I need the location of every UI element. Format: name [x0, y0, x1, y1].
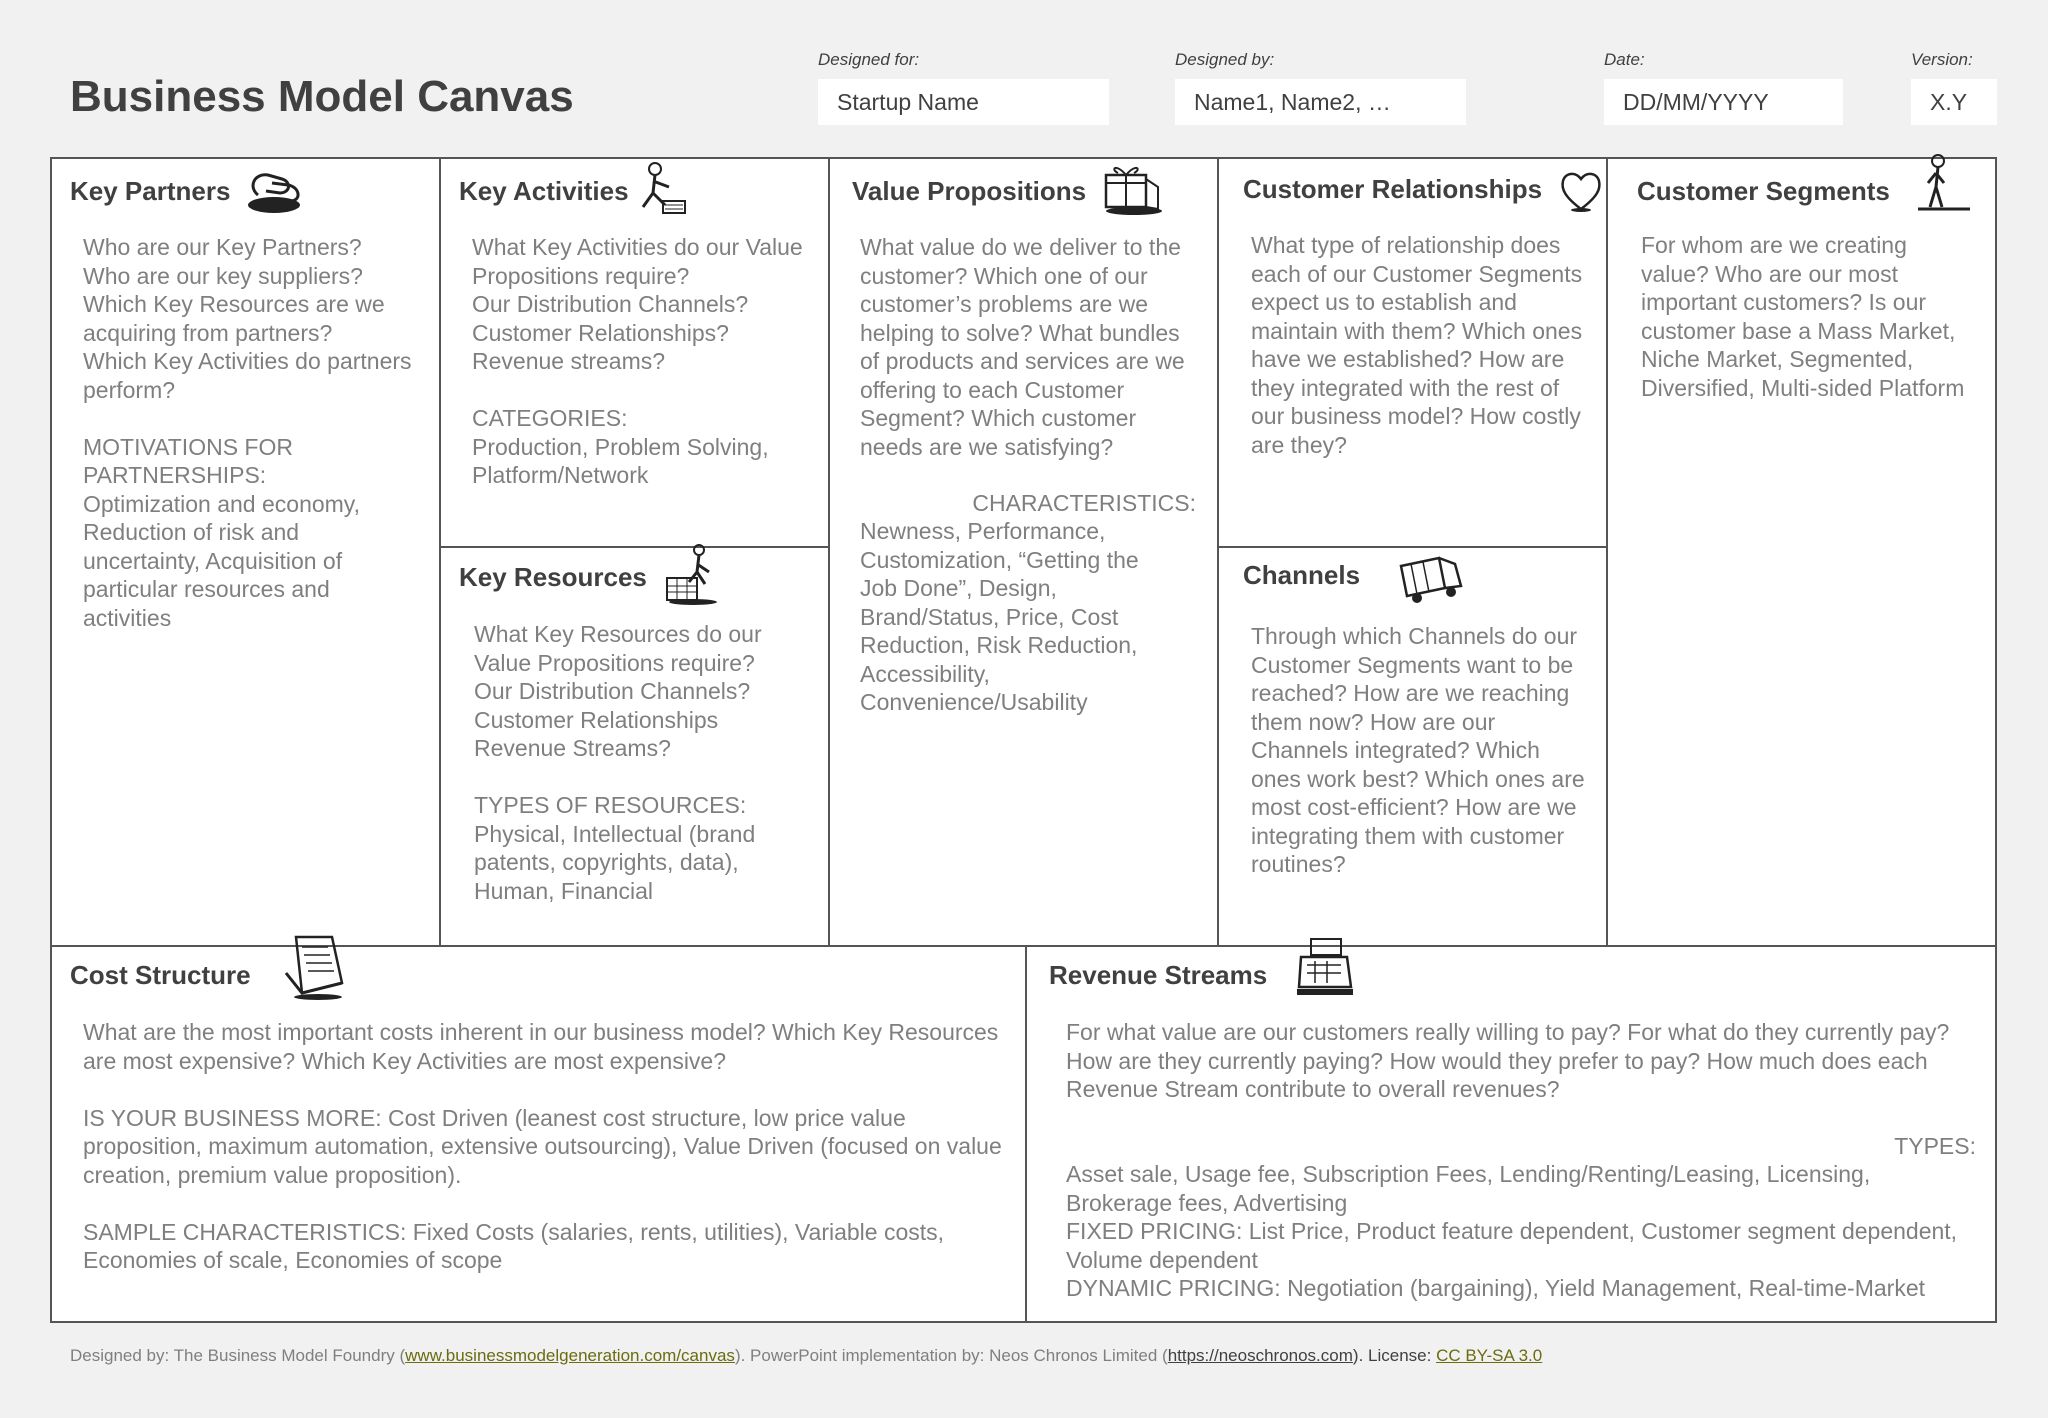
date-field[interactable]: DD/MM/YYYY	[1604, 79, 1843, 125]
channels-text: Through which Channels do our Customer Segments want to be reached? How are we reaching them now? How are our Channels integrated? Which ones work best? Which ones are most cost-efficient? How are we integrating them with customer routines?	[1251, 623, 1585, 877]
revenue-streams-text: For what value are our customers really willing to pay? For what do they currently pay? How are they currently paying? How would they prefer to pay? How much does each Revenue Stream contribute to overall revenues?	[1066, 1019, 1950, 1102]
customer-segments-block[interactable]	[1608, 159, 1995, 945]
designed-for-field[interactable]: Startup Name	[818, 79, 1109, 125]
price-tag-icon	[278, 933, 350, 1003]
person-icon	[1914, 153, 1974, 215]
designed-by-field[interactable]: Name1, Name2, …	[1175, 79, 1466, 125]
key-activities-title: Key Activities	[459, 176, 629, 206]
footer-link-canvas[interactable]: www.businessmodelgeneration.com/canvas	[405, 1346, 735, 1365]
designed-for-label: Designed for:	[818, 50, 920, 69]
key-activities-text: What Key Activities do our Value Propositions require? Our Distribution Channels? Customer Relationships? Revenue streams? CATEGORIES: Production, Problem Solving, Platform/Network	[472, 234, 803, 488]
footer-credits	[70, 1346, 1542, 1366]
business-model-canvas	[50, 157, 1997, 1323]
page-title: Business Model Canvas	[70, 72, 574, 121]
designed-by-label: Designed by:	[1175, 50, 1275, 69]
customer-segments-title: Customer Segments	[1637, 176, 1890, 206]
cost-structure-block[interactable]	[52, 947, 1025, 1321]
worker-icon	[633, 161, 689, 217]
gift-icon	[1098, 159, 1164, 217]
customer-relationships-title: Customer Relationships	[1243, 174, 1543, 204]
value-propositions-characteristics-label: CHARACTERISTICS:	[972, 490, 1196, 516]
revenue-streams-title: Revenue Streams	[1049, 960, 1268, 990]
value-propositions-title: Value Propositions	[852, 176, 1087, 206]
date-label: Date:	[1604, 50, 1645, 69]
factory-worker-icon	[663, 542, 723, 606]
channels-title: Channels	[1243, 560, 1361, 590]
key-resources-block[interactable]	[441, 548, 828, 945]
version-field[interactable]: X.Y	[1911, 79, 1997, 125]
key-partners-title: Key Partners	[70, 176, 231, 206]
value-propositions-block[interactable]	[830, 159, 1217, 945]
revenue-streams-types: Asset sale, Usage fee, Subscription Fees, Lending/Renting/Leasing, Licensing, Brokerage fees, Advertising FIXED PRICING: List Price, Product feature dependent, Customer segment dependent, Volume dependent DYNAMIC PRICING: Negotiation (bargaining), Yield Management, Real-time-Market	[1066, 1161, 1958, 1301]
footer-link-neoschronos[interactable]: https://neoschronos.com	[1167, 1346, 1353, 1365]
value-propositions-characteristics: Newness, Performance, Customization, “Getting the Job Done”, Design, Brand/Status, Price, Cost Reduction, Risk Reduction, Accessibility, Convenience/Usability	[860, 518, 1139, 715]
footer-license-label: ). License:	[1352, 1346, 1437, 1365]
footer-prefix: Designed by: The Business Model Foundry (	[70, 1346, 406, 1365]
cash-register-icon	[1293, 933, 1357, 1003]
customer-relationships-block[interactable]	[1219, 159, 1606, 546]
footer-middle: ). PowerPoint implementation by: Neos Chronos Limited (	[734, 1346, 1168, 1365]
delivery-truck-icon	[1395, 552, 1467, 606]
revenue-streams-block[interactable]	[1027, 947, 1995, 1321]
cost-structure-text: What are the most important costs inherent in our business model? Which Key Resources are most expensive? Which Key Activities are most expensive? IS YOUR BUSINESS MORE: Cost Driven (leanest cost structure, low price value proposition, maximum automation, extensive outsourcing), Value Driven (focused on value creation, premium value proposition). SAMPLE CHARACTERISTICS: Fixed Costs (salaries, rents, utilities), Variable costs, Economies of scale, Economies of scope	[83, 1019, 1002, 1273]
key-partners-text: Who are our Key Partners? Who are our key suppliers? Which Key Resources are we acquiring from partners? Which Key Activities do partners perform? MOTIVATIONS FOR PARTNERSHIPS: Optimization and economy, Reduction of risk and uncertainty, Acquisition of particular resources and activities	[83, 234, 412, 631]
value-propositions-text: What value do we deliver to the customer? Which one of our customer’s problems are we helping to solve? What bundles of products and services are we offering to each Customer Segment? Which customer needs are we satisfying?	[860, 234, 1185, 460]
key-resources-title: Key Resources	[459, 562, 647, 592]
footer-link-license[interactable]: CC BY-SA 3.0	[1436, 1346, 1543, 1365]
key-partners-block[interactable]	[52, 159, 439, 945]
revenue-streams-types-label: TYPES:	[1894, 1133, 1976, 1159]
key-resources-text: What Key Resources do our Value Propositions require? Our Distribution Channels? Customer Relationships Revenue Streams? TYPES OF RESOURCES: Physical, Intellectual (brand patents, copyrights, data), Human, Financial	[474, 621, 762, 904]
customer-segments-text: For whom are we creating value? Who are our most important customers? Is our customer base a Mass Market, Niche Market, Segmented, Diversified, Multi-sided Platform	[1641, 232, 1965, 401]
cost-structure-title: Cost Structure	[70, 960, 251, 990]
key-activities-block[interactable]	[441, 159, 828, 546]
chain-link-icon	[244, 165, 308, 219]
customer-relationships-text: What type of relationship does each of our Customer Segments expect us to establish and maintain with them? Which ones have we established? How are they integrated with the rest of our business model? How costly are they?	[1251, 232, 1583, 458]
version-label: Version:	[1911, 50, 1973, 69]
channels-block[interactable]	[1219, 548, 1606, 945]
heart-icon	[1559, 169, 1603, 213]
